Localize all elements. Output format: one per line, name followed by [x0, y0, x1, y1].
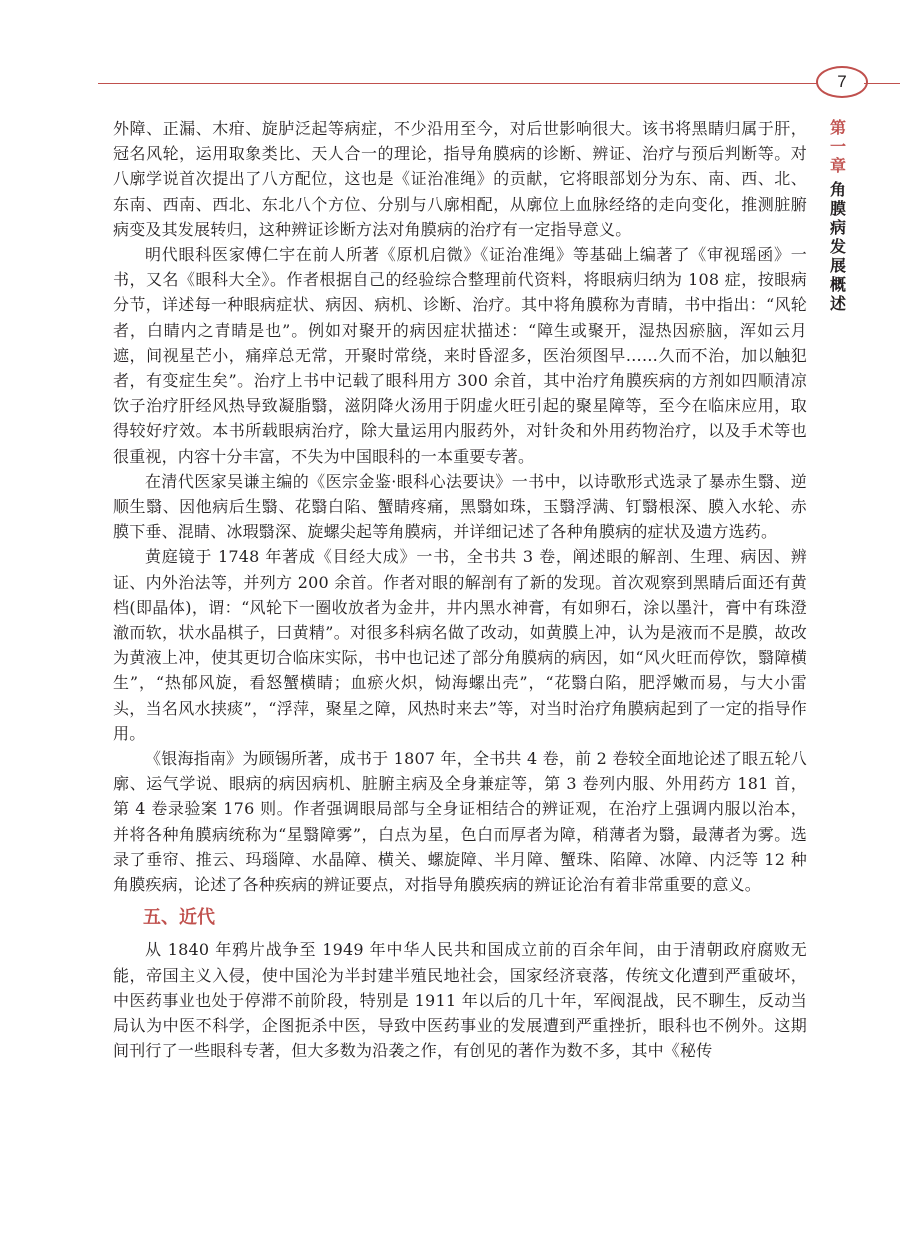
- paragraph: 在清代医家吴谦主编的《医宗金鉴·眼科心法要诀》一书中，以诗歌形式选录了暴赤生翳、逆顺生翳、因他病后生翳、花翳白陷、蟹睛疼痛，黑翳如珠，玉翳浮满、钉翳根深、膜入水轮、赤膜下垂、混睛、冰瑕翳深、旋螺尖起等角膜病，并详细记述了各种角膜病的症状及遗方选药。: [113, 471, 807, 542]
- chapter-title-char: 角: [829, 180, 846, 199]
- page-number-badge: [816, 66, 868, 98]
- chapter-title-char: 发: [829, 237, 846, 256]
- paragraph: 明代眼科医家傅仁宇在前人所著《原机启微》《证治准绳》等基础上编著了《审视瑶函》一书，又名《眼科大全》。作者根据自己的经验综合整理前代资料，将眼病归纳为 108 症，按眼病分节，详述每一种眼病症状、病因、病机、诊断、治疗。其中将角膜称为青睛，书中指出：“风轮者，白睛内之青睛是也”。例如对聚开的病因症状描述：“障生或聚开，湿热因瘀脑，浑如云月遮，间视星芒小，痛痒总无常，开聚时常绕，来时昏涩多，医治须图早……久而不治，加以触犯者，有变症生矣”。治疗上书中记载了眼科用方 300 余首，其中治疗角膜疾病的方剂如四顺清凉饮子治疗肝经风热导致凝脂翳，滋阴降火汤用于阴虚火旺引起的聚星障等，至今在临床应用，取得较好疗效。本书所载眼病治疗，除大量运用内服药外，对针灸和外用药物治疗，以及手术等也很重视，内容十分丰富，不失为中国眼科的一本重要专著。: [113, 245, 807, 466]
- chapter-label-char: 第: [829, 118, 846, 137]
- page-number: 7: [837, 72, 847, 91]
- section-heading: 五、近代: [143, 907, 215, 929]
- chapter-title-char: 述: [829, 294, 846, 313]
- paragraph: 黄庭镜于 1748 年著成《目经大成》一书，全书共 3 卷，阐述眼的解剖、生理、病因、辨证、内外治法等，并列方 200 余首。作者对眼的解剖有了新的发现。首次观察到黑睛后面还有黄档(即晶体)，谓：“风轮下一圈收放者为金井，井内黑水神膏，有如卵石，涂以墨汁，膏中有珠澄澈而软，状水晶棋子，曰黄精”。对很多科病名做了改动，如黄膜上冲，认为是液而不是膜，故改为黄液上冲，使其更切合临床实际，书中也记述了部分角膜病的病因，如“风火旺而停饮，翳障横生”，“热郁风旋，看怒蟹横睛；血瘀火炽，恸海螺出壳”，“花翳白陷，肥浮嫩而易，与大小雷头，当名风水挟痰”，“浮萍，聚星之障，风热时来去”等，对当时治疗角膜病起到了一定的指导作用。: [113, 547, 807, 743]
- page-body: [113, 116, 807, 1063]
- chapter-title-char: 病: [829, 218, 846, 237]
- header-rule-tail: [864, 83, 900, 84]
- header-rule: [98, 83, 820, 84]
- chapter-title-char: 膜: [829, 199, 846, 218]
- paragraph: 从 1840 年鸦片战争至 1949 年中华人民共和国成立前的百余年间，由于清朝政府腐败无能，帝国主义入侵，使中国沦为半封建半殖民地社会，国家经济衰落，传统文化遭到严重破坏，中医药事业也处于停滞不前阶段，特别是 1911 年以后的几十年，军阀混战，民不聊生，反动当局认为中医不科学，企图扼杀中医，导致中医药事业的发展遭到严重挫折，眼科也不例外。这期间刊行了一些眼科专著，但大多数为沿袭之作，有创见的著作为数不多，其中《秘传: [113, 940, 807, 1061]
- chapter-title: [826, 180, 850, 313]
- chapter-label-char: 一: [829, 137, 846, 156]
- chapter-label-char: 章: [829, 156, 846, 175]
- paragraph: 《银海指南》为顾锡所著，成书于 1807 年，全书共 4 卷，前 2 卷较全面地论述了眼五轮八廓、运气学说、眼病的病因病机、脏腑主病及全身兼症等，第 3 卷列内服、外用药方 181 首，第 4 卷录验案 176 则。作者强调眼局部与全身证相结合的辨证观，在治疗上强调内服以治本，并将各种角膜病统称为“星翳障雾”，白点为星，色白而厚者为障，稍薄者为翳，最薄者为雾。选录了垂帘、推云、玛瑙障、水晶障、横关、螺旋障、半月障、蟹珠、陷障、冰障、内泛等 12 种角膜疾病，论述了各种疾病的辨证要点，对指导角膜疾病的辨证论治有着非常重要的意义。: [113, 749, 807, 895]
- chapter-label: [826, 118, 850, 175]
- chapter-title-char: 概: [829, 275, 846, 294]
- paragraph: 外障、正漏、木疳、旋胪泛起等病症，不少沿用至今，对后世影响很大。该书将黑睛归属于肝，冠名风轮，运用取象类比、天人合一的理论，指导角膜病的诊断、辨证、治疗与预后判断等。对八廓学说首次提出了八方配位，这也是《证治准绳》的贡献，它将眼部划分为东、南、西、北、东南、西南、西北、东北八个方位、分别与八廓相配，从廓位上血脉经络的走向变化，推测脏腑病变及其发展转归，这种辨证诊断方法对角膜病的治疗有一定指导意义。: [113, 119, 807, 239]
- chapter-title-char: 展: [829, 256, 846, 275]
